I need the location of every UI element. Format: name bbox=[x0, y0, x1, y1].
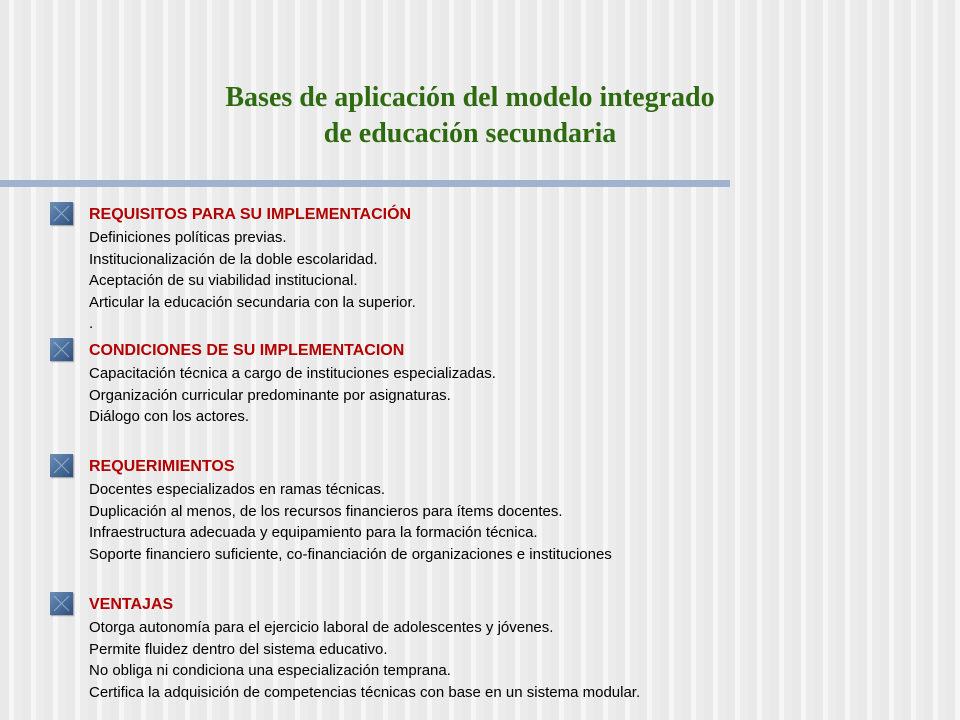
title-line-2: de educación secundaria bbox=[323, 118, 617, 149]
checkbox-x-icon bbox=[50, 202, 73, 225]
title-divider bbox=[0, 180, 730, 187]
slide-title bbox=[140, 80, 800, 152]
checkbox-x-icon bbox=[50, 338, 73, 361]
section-lines bbox=[89, 479, 612, 565]
list-item: Capacitación técnica a cargo de instituciones especializadas. bbox=[89, 365, 496, 382]
checkbox-x-icon bbox=[50, 592, 73, 615]
list-item: Diálogo con los actores. bbox=[89, 408, 250, 425]
list-item: Definiciones políticas previas. bbox=[89, 229, 287, 246]
list-item: Articular la educación secundaria con la superior. bbox=[89, 293, 416, 311]
list-item: Aceptación de su viabilidad institucional. bbox=[89, 272, 358, 289]
list-item: Certifica la adquisición de competencias técnicas con base en un sistema modular. bbox=[89, 683, 641, 701]
list-item: Docentes especializados en ramas técnicas. bbox=[89, 481, 385, 498]
section-lines bbox=[89, 363, 496, 428]
list-item: Soporte financiero suficiente, co-financiación de organizaciones e instituciones bbox=[89, 545, 612, 563]
list-item: Duplicación al menos, de los recursos financieros para ítems docentes. bbox=[89, 502, 563, 520]
list-item: Infraestructura adecuada y equipamiento para la formación técnica. bbox=[89, 524, 538, 541]
section-lines bbox=[89, 617, 640, 703]
list-item: Organización curricular predominante por asignaturas. bbox=[89, 386, 451, 404]
list-item: Permite fluidez dentro del sistema educativo. bbox=[89, 640, 388, 658]
section-heading: REQUERIMIENTOS bbox=[89, 458, 235, 475]
list-item: Institucionalización de la doble escolaridad. bbox=[89, 250, 378, 268]
section-heading: VENTAJAS bbox=[89, 596, 174, 613]
title-line-1: Bases de aplicación del modelo integrado bbox=[225, 82, 715, 113]
list-item: Otorga autonomía para el ejercicio laboral de adolescentes y jóvenes. bbox=[89, 619, 554, 636]
section-lines bbox=[89, 227, 416, 335]
list-item: No obliga ni condiciona una especialización temprana. bbox=[89, 662, 451, 679]
section-heading: CONDICIONES DE SU IMPLEMENTACION bbox=[89, 342, 405, 359]
section-heading: REQUISITOS PARA SU IMPLEMENTACIÓN bbox=[89, 206, 412, 223]
list-item: . bbox=[89, 315, 94, 332]
checkbox-x-icon bbox=[50, 454, 73, 477]
